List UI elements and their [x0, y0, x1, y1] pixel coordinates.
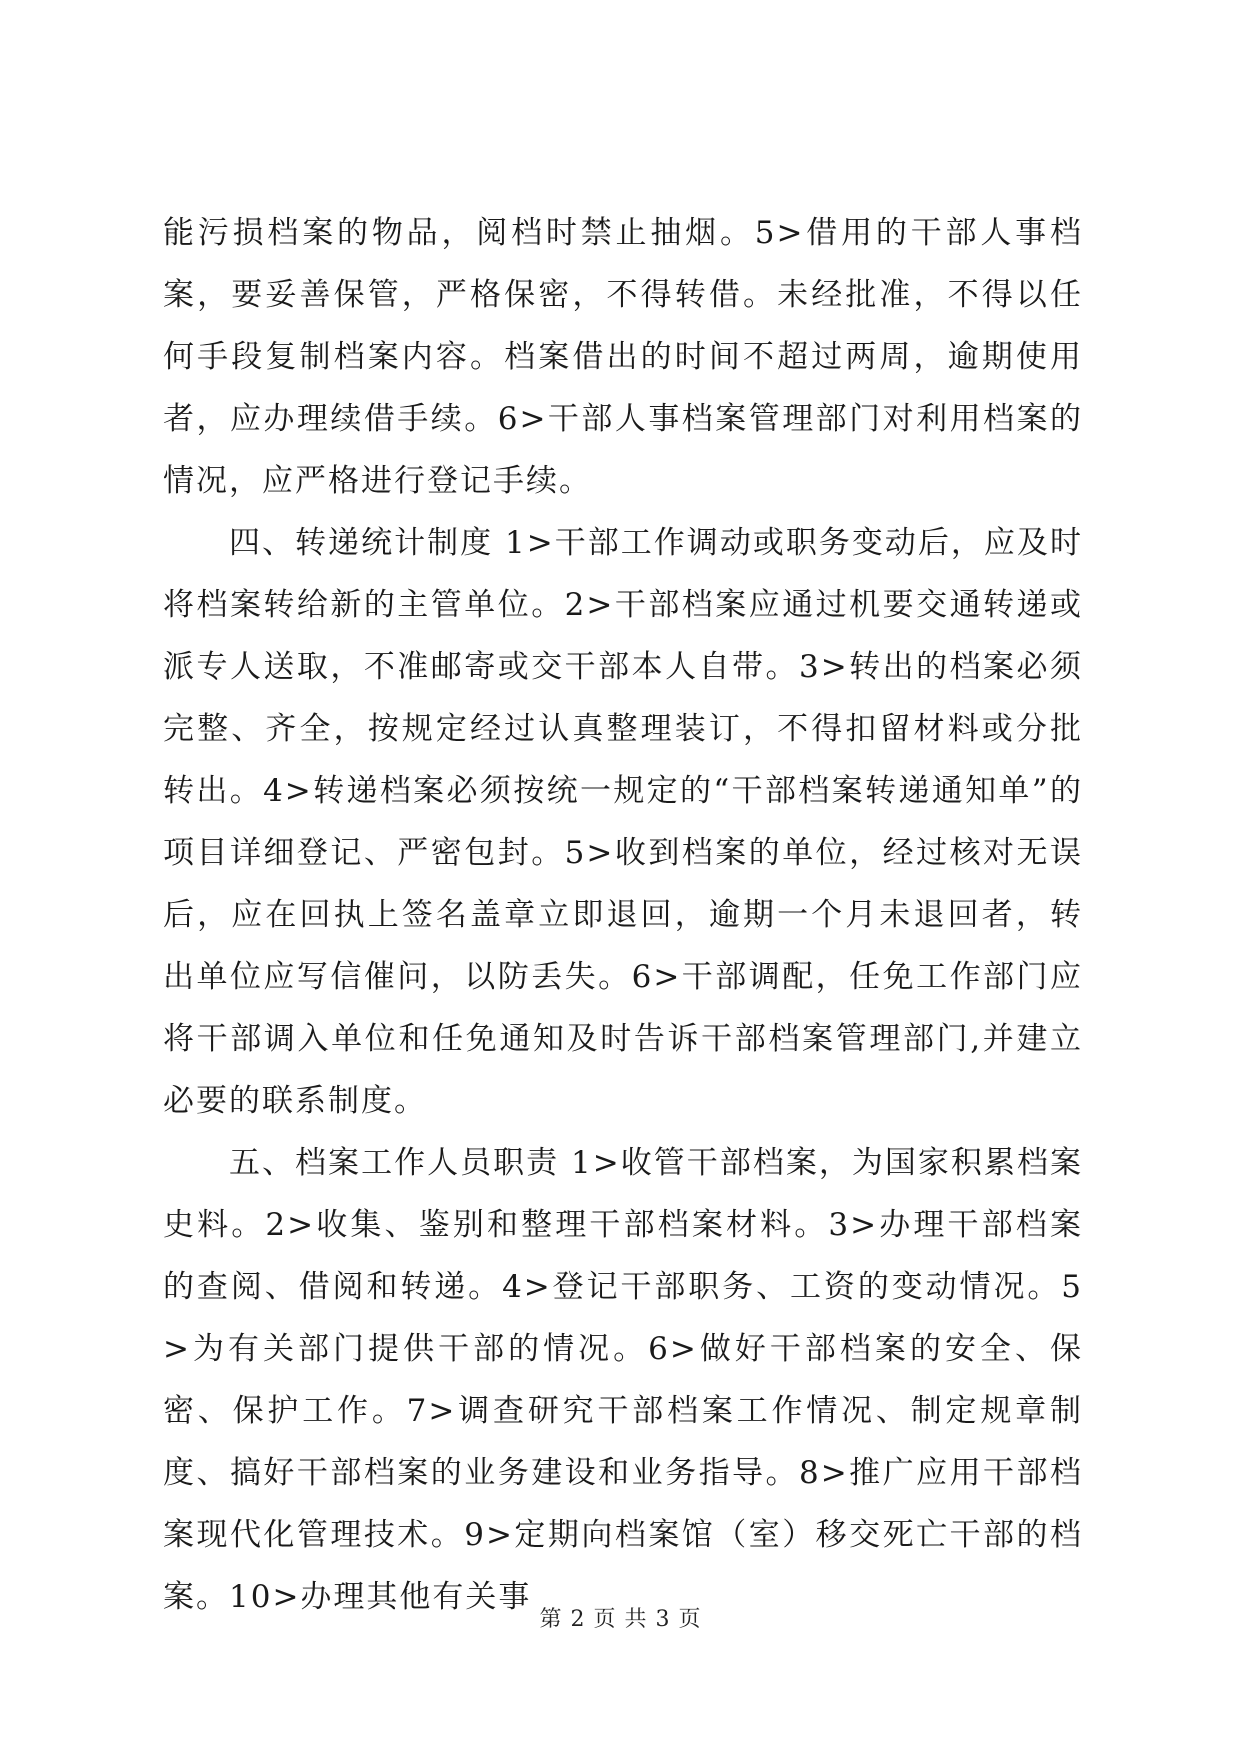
- paragraph-transfer-statistics: 四、转递统计制度 1>干部工作调动或职务变动后，应及时将档案转给新的主管单位。2>干部档案应通过机要交通转递或派专人送取，不准邮寄或交干部本人自带。3>转出的档案必须完整、齐全，按规定经过认真整理装订，不得扣留材料或分批转出。4>转递档案必须按统一规定的“干部档案转递通知单”的项目详细登记、严密包封。5>收到档案的单位，经过核对无误后，应在回执上签名盖章立即退回，逾期一个月未退回者，转出单位应写信催问，以防丢失。6>干部调配，任免工作部门应将干部调入单位和任免通知及时告诉干部档案管理部门,并建立必要的联系制度。: [163, 525, 1083, 1119]
- paragraph-continued: 能污损档案的物品，阅档时禁止抽烟。5>借用的干部人事档案，要妥善保管，严格保密，不得转借。未经批准，不得以任何手段复制档案内容。档案借出的时间不超过两周，逾期使用者，应办理续借手续。6>干部人事档案管理部门对利用档案的情况，应严格进行登记手续。: [163, 215, 1083, 499]
- page-number-footer: 第 2 页 共 3 页: [539, 1607, 702, 1632]
- paragraph-staff-duties: 五、档案工作人员职责 1>收管干部档案，为国家积累档案史料。2>收集、鉴别和整理干部档案材料。3>办理干部档案的查阅、借阅和转递。4>登记干部职务、工资的变动情况。5>为有关部门提供干部的情况。6>做好干部档案的安全、保密、保护工作。7>调查研究干部档案工作情况、制定规章制度、搞好干部档案的业务建设和业务指导。8>推广应用干部档案现代化管理技术。9>定期向档案馆（室）移交死亡干部的档案。10>办理其他有关事: [163, 1145, 1083, 1615]
- document-body: [163, 202, 1083, 1628]
